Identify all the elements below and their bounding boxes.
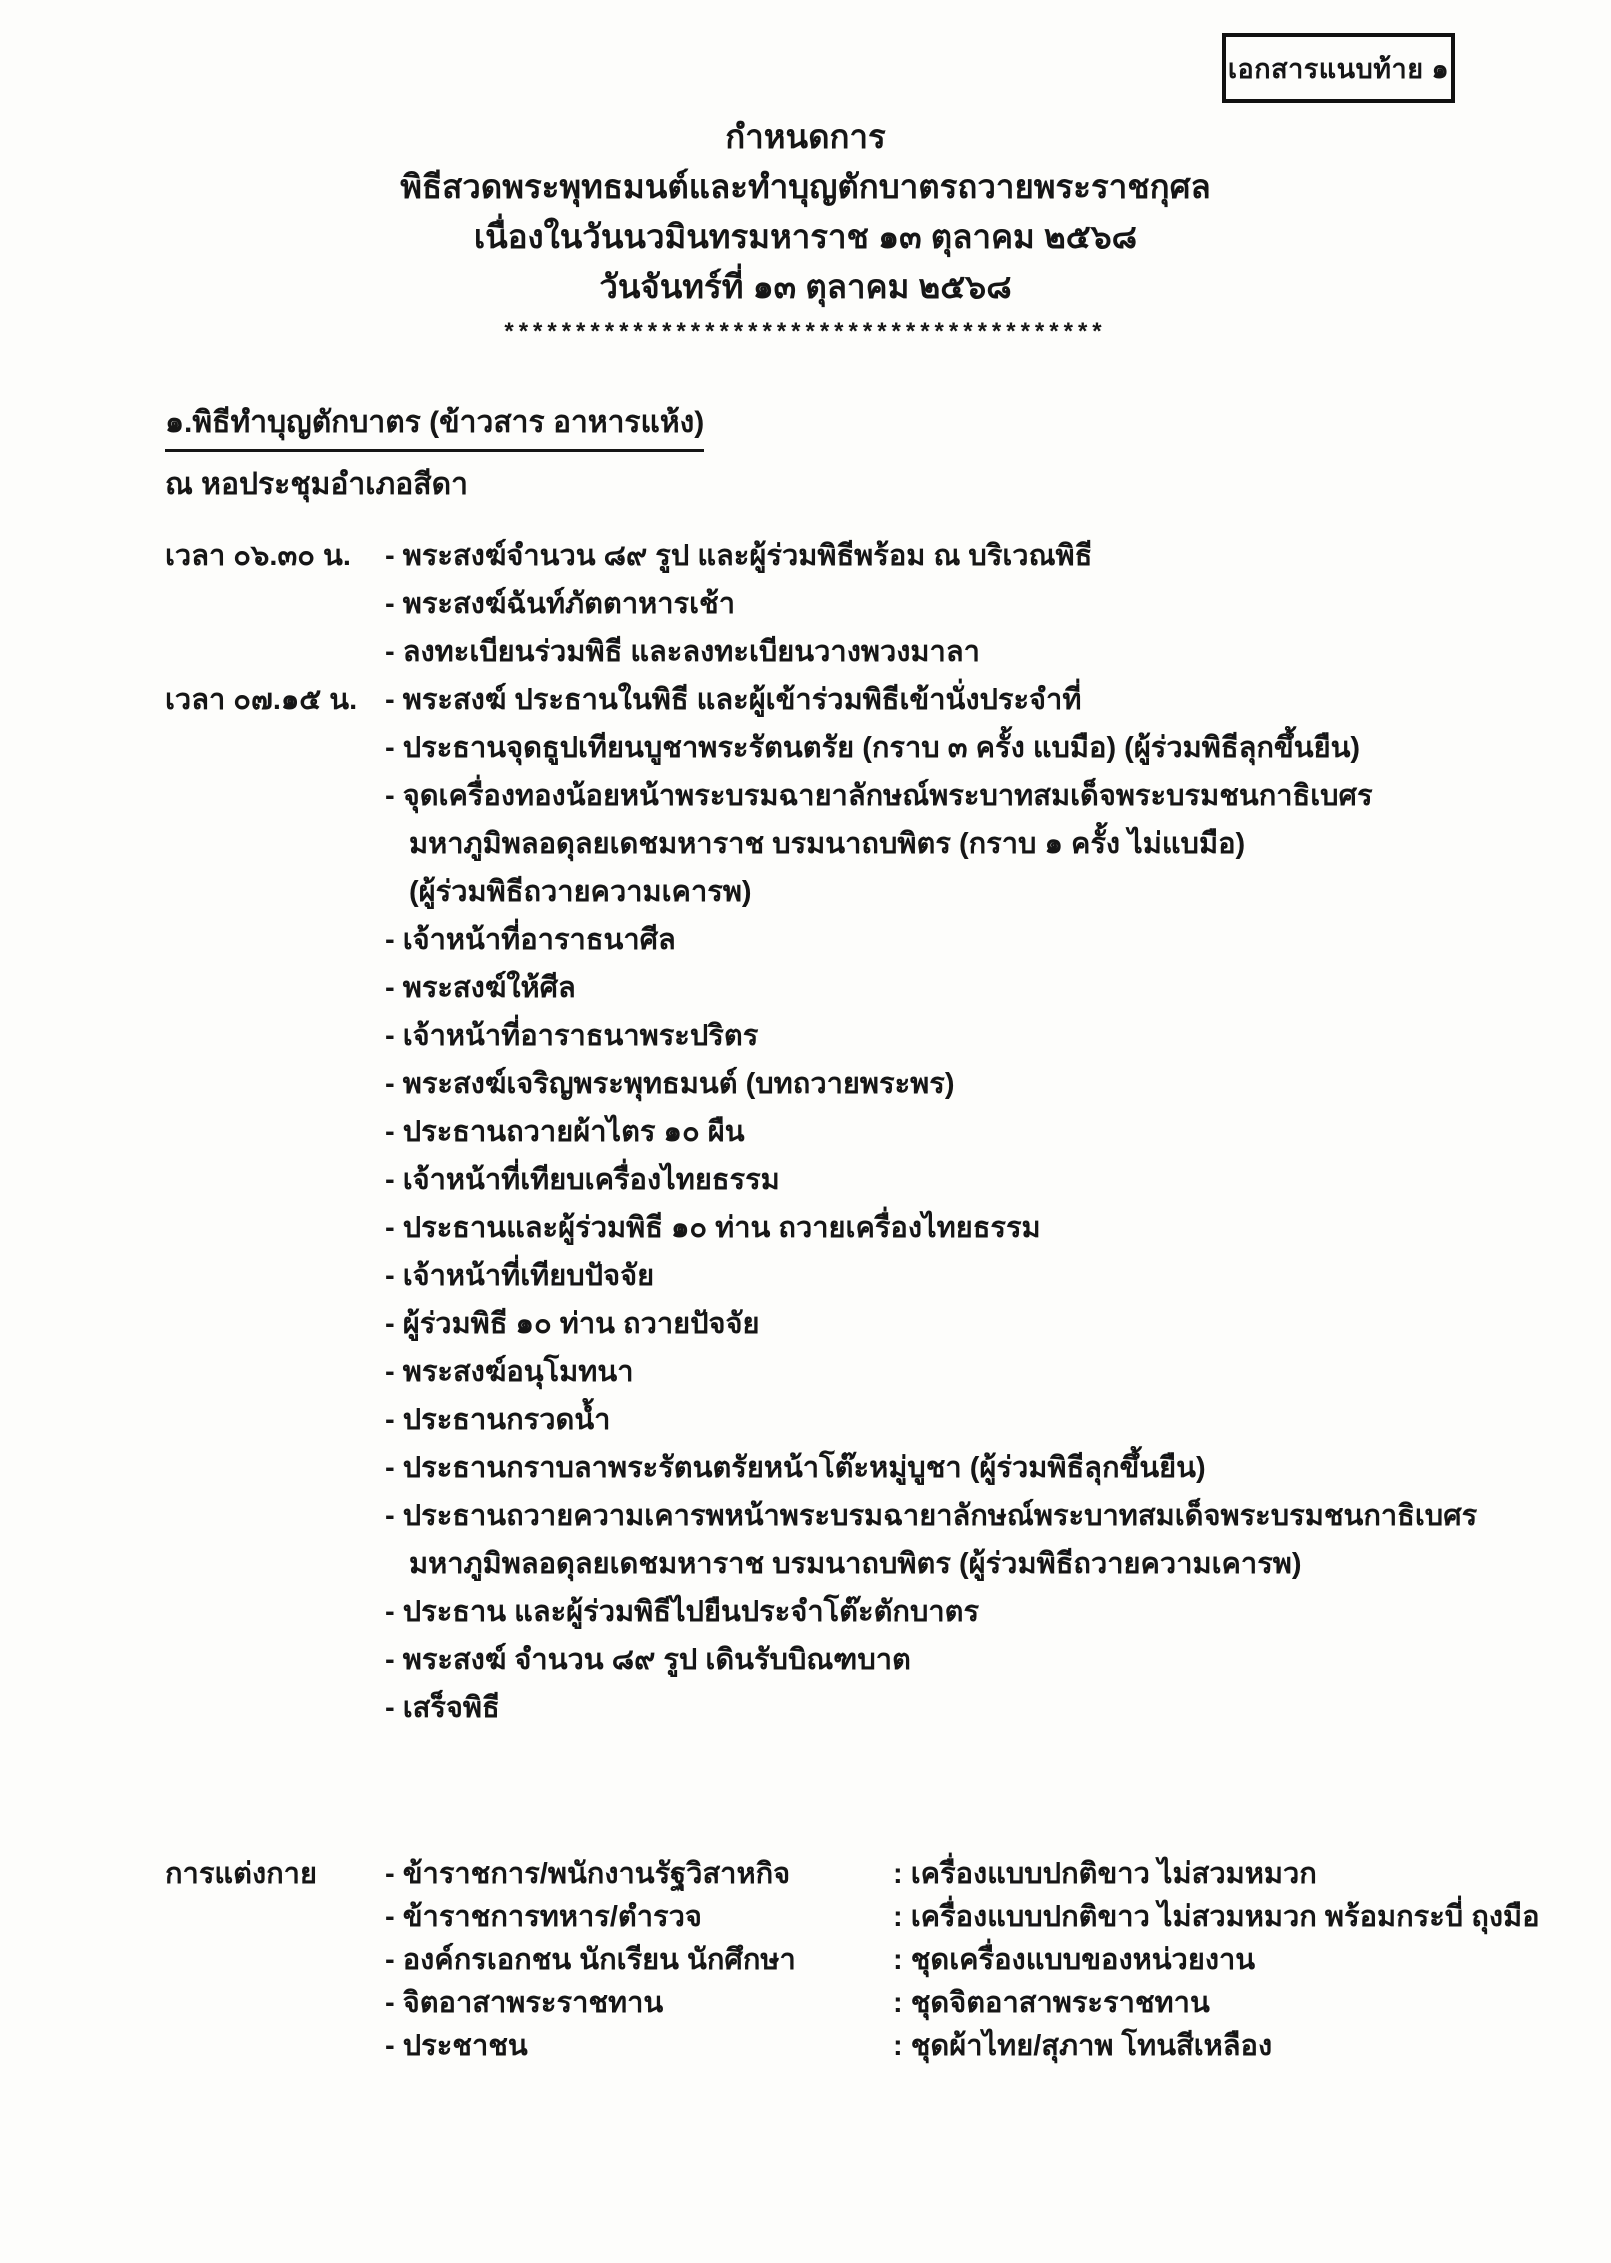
schedule-item: - พระสงฆ์อนุโมทนา xyxy=(385,1356,634,1388)
schedule-item: - ประธานและผู้ร่วมพิธี ๑๐ ท่าน ถวายเครื่องไทยธรรม xyxy=(385,1212,1041,1244)
schedule-item: - พระสงฆ์ฉันท์ภัตตาหารเช้า xyxy=(385,588,735,620)
attachment-box-label: เอกสารแนบท้าย ๑ xyxy=(1227,53,1450,84)
schedule-item: - ประธานกรวดน้ำ xyxy=(385,1404,611,1436)
schedule-item: - พระสงฆ์เจริญพระพุทธมนต์ (บทถวายพระพร) xyxy=(385,1068,955,1100)
schedule xyxy=(165,532,1565,1732)
schedule-item: - เจ้าหน้าที่อาราธนาศีล xyxy=(385,924,676,956)
time-label: เวลา ๐๖.๓๐ น. xyxy=(165,540,351,572)
asterisk-separator: ****************************************** xyxy=(504,318,1107,345)
dress-code-row xyxy=(165,1896,1585,1939)
schedule-item-continuation: มหาภูมิพลอดุลยเดชมหาราช บรมนาถบพิตร (ผู้ร่วมพิธีถวายความเคารพ) xyxy=(409,1548,1302,1580)
dress-code-label-spacer xyxy=(165,1896,385,1939)
schedule-item: - จุดเครื่องทองน้อยหน้าพระบรมฉายาลักษณ์พระบาทสมเด็จพระบรมชนกาธิเบศร xyxy=(385,780,1373,812)
dress-code-section xyxy=(165,1853,1585,2068)
schedule-item: - เจ้าหน้าที่อาราธนาพระปริตร xyxy=(385,1020,759,1052)
dress-code-label-spacer xyxy=(165,1939,385,1982)
section-heading: ๑.พิธีทำบุญตักบาตร (ข้าวสาร อาหารแห้ง) xyxy=(165,398,704,452)
venue-line: ณ หอประชุมอำเภอสีดา xyxy=(165,468,468,501)
time-label: เวลา ๐๗.๑๕ น. xyxy=(165,684,358,716)
dress-attire: : เครื่องแบบปกติขาว ไม่สวมหมวก xyxy=(893,1858,1317,1890)
dress-code-label: การแต่งกาย xyxy=(165,1858,317,1890)
schedule-item-continuation: (ผู้ร่วมพิธีถวายความเคารพ) xyxy=(409,876,752,908)
dress-attire: : ชุดจิตอาสาพระราชทาน xyxy=(893,1987,1210,2019)
schedule-item: - พระสงฆ์ จำนวน ๘๙ รูป เดินรับบิณฑบาต xyxy=(385,1644,911,1676)
dress-group: - องค์กรเอกชน นักเรียน นักศึกษา xyxy=(385,1944,796,1976)
schedule-item: - เจ้าหน้าที่เทียบปัจจัย xyxy=(385,1260,655,1292)
schedule-item: - เสร็จพิธี xyxy=(385,1692,500,1724)
dress-attire: : ชุดผ้าไทย/สุภาพ โทนสีเหลือง xyxy=(893,2030,1273,2062)
dress-code-label-spacer xyxy=(165,2025,385,2068)
title-line-4: วันจันทร์ที่ ๑๓ ตุลาคม ๒๕๖๘ xyxy=(599,268,1012,305)
schedule-item: - ประธานถวายความเคารพหน้าพระบรมฉายาลักษณ์พระบาทสมเด็จพระบรมชนกาธิเบศร xyxy=(385,1500,1478,1532)
schedule-item: - ประธานกราบลาพระรัตนตรัยหน้าโต๊ะหมู่บูชา (ผู้ร่วมพิธีลุกขึ้นยืน) xyxy=(385,1452,1206,1484)
schedule-item: - พระสงฆ์จำนวน ๘๙ รูป และผู้ร่วมพิธีพร้อม ณ บริเวณพิธี xyxy=(385,540,1093,572)
schedule-item: - เจ้าหน้าที่เทียบเครื่องไทยธรรม xyxy=(385,1164,780,1196)
attachment-box xyxy=(1222,33,1455,103)
schedule-item: - ประธานจุดธูปเทียนบูชาพระรัตนตรัย (กราบ ๓ ครั้ง แบมือ) (ผู้ร่วมพิธีลุกขึ้นยืน) xyxy=(385,732,1361,764)
schedule-items xyxy=(385,532,1565,676)
schedule-block-0715 xyxy=(165,676,1565,1732)
schedule-item-continuation: มหาภูมิพลอดุลยเดชมหาราช บรมนาถบพิตร (กราบ ๑ ครั้ง ไม่แบมือ) xyxy=(409,828,1246,860)
schedule-item: - ลงทะเบียนร่วมพิธี และลงทะเบียนวางพวงมาลา xyxy=(385,636,980,668)
schedule-item: - ประธานถวายผ้าไตร ๑๐ ผืน xyxy=(385,1116,745,1148)
dress-code-row xyxy=(165,1939,1585,1982)
dress-code-row xyxy=(165,1853,1585,1896)
schedule-item: - ประธาน และผู้ร่วมพิธีไปยืนประจำโต๊ะตักบาตร xyxy=(385,1596,980,1628)
schedule-items xyxy=(385,676,1565,1732)
title-line-1: กำหนดการ xyxy=(725,118,886,155)
document-title-block xyxy=(0,112,1611,352)
schedule-item: - ผู้ร่วมพิธี ๑๐ ท่าน ถวายปัจจัย xyxy=(385,1308,760,1340)
dress-group: - ประชาชน xyxy=(385,2030,528,2062)
schedule-block-0630 xyxy=(165,532,1565,676)
title-line-3: เนื่องในวันนวมินทรมหาราช ๑๓ ตุลาคม ๒๕๖๘ xyxy=(473,218,1138,255)
schedule-item: - พระสงฆ์ให้ศีล xyxy=(385,972,576,1004)
title-line-2: พิธีสวดพระพุทธมนต์และทำบุญตักบาตรถวายพระราชกุศล xyxy=(400,168,1211,205)
dress-group: - ข้าราชการ/พนักงานรัฐวิสาหกิจ xyxy=(385,1858,791,1890)
dress-code-row xyxy=(165,1982,1585,2025)
dress-group: - จิตอาสาพระราชทาน xyxy=(385,1987,664,2019)
dress-code-row xyxy=(165,2025,1585,2068)
dress-code-label-spacer xyxy=(165,1982,385,2025)
schedule-item: - พระสงฆ์ ประธานในพิธี และผู้เข้าร่วมพิธีเข้านั่งประจำที่ xyxy=(385,684,1082,716)
dress-attire: : เครื่องแบบปกติขาว ไม่สวมหมวก พร้อมกระบี่ ถุงมือ xyxy=(893,1901,1540,1933)
dress-attire: : ชุดเครื่องแบบของหน่วยงาน xyxy=(893,1944,1256,1976)
section-block xyxy=(165,398,1505,510)
dress-group: - ข้าราชการทหาร/ตำรวจ xyxy=(385,1901,702,1933)
